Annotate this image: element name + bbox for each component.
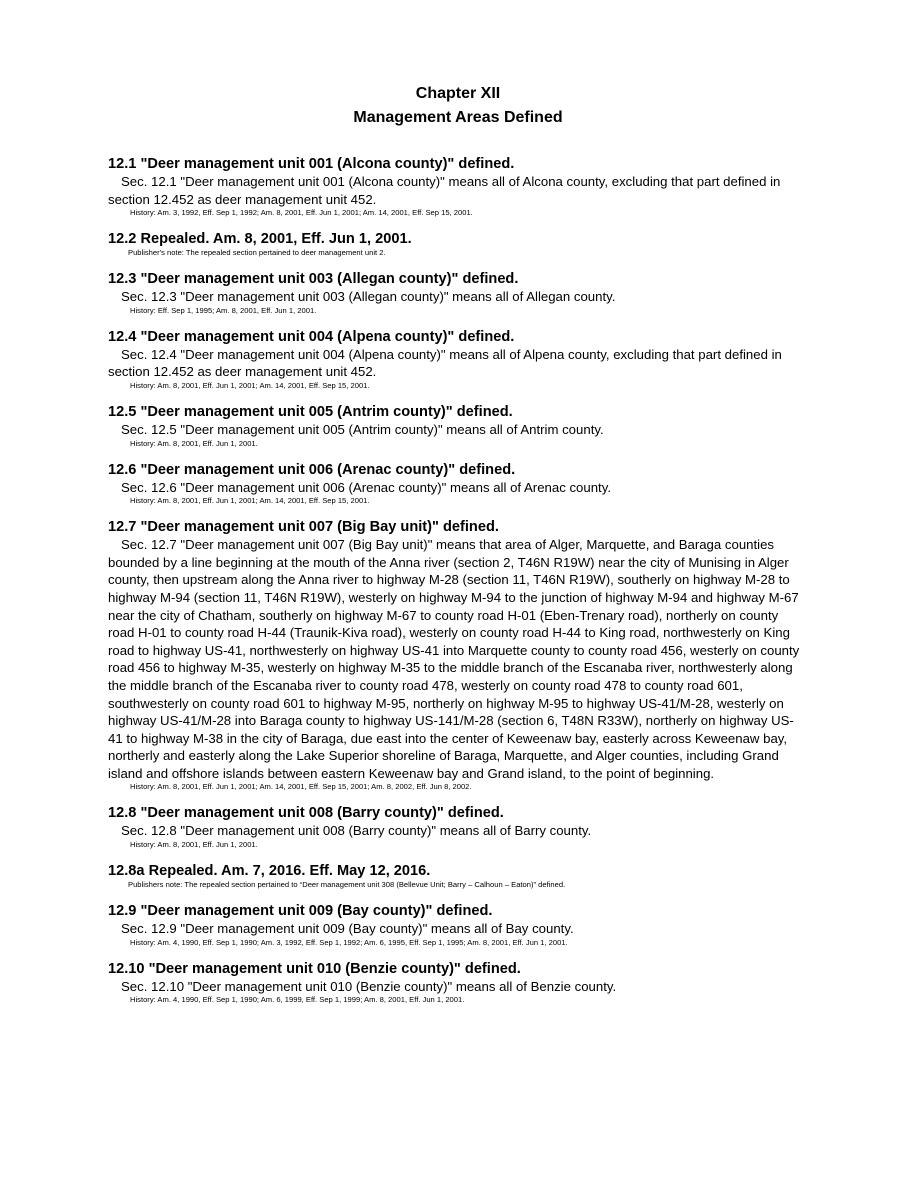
section-body: Sec. 12.7 "Deer management unit 007 (Big Bay unit)" means that area of Alger, Marquette, and Baraga counties bounded by a line beginning at the mouth of the Anna river (section 2, T46N R19W) near the city of Munising in Alger county, then upstream along the Anna river to highway M-28 (section 11, T46N R19W), southerly on highway M-28 to highway M-94 (section 11, T46N R19W), westerly on highway M-94 to the junction of highway M-94 and highway M-67 near the city of Chatham, southerly on highway M-67 to county road H-01 (Eben-Trenary road), northerly on county road H-01 to county road H-44 (Traunik-Kiva road), westerly on county road H-44 to King road, northwesterly on King road to highway US-41, northwesterly on highway US-41 into Marquette county to county road 456, westerly on county road 456 to highway M-35, westerly on highway M-35 to the middle branch of the Escanaba river, northwesterly along the middle branch of the Escanaba river to county road 478, westerly on county road 478 to county road 601, southwesterly on county road 601 to highway M-95, northerly on highway M-95 to highway US-41/M-28, westerly on highway US-41/M-28 into Baraga county to highway US-141/M-28 (section 6, T48N R33W), northerly on highway US-41 to highway M-38 in the city of Baraga, due east into the center of Keweenaw bay, easterly across Keweenaw bay, northerly and easterly along the Lake Superior shoreline of Baraga, Marquette, and Alger counties, including Grand island and offshore islands between eastern Keweenaw bay and Grand island, to the point of beginning.: [108, 537, 800, 781]
section-heading: 12.10 "Deer management unit 010 (Benzie county)" defined.: [108, 960, 521, 977]
section-history: History: Am. 8, 2001, Eff. Jun 1, 2001.: [130, 840, 258, 850]
section-12-4: [108, 329, 808, 391]
section-history: History: Am. 4, 1990, Eff. Sep 1, 1990; Am. 6, 1999, Eff. Sep 1, 1999; Am. 8, 2001, Eff. Jun 1, 2001.: [130, 995, 465, 1005]
section-heading: 12.8 "Deer management unit 008 (Barry county)" defined.: [108, 805, 504, 822]
section-body: Sec. 12.4 "Deer management unit 004 (Alpena county)" means all of Alpena county, excluding that part defined in section 12.452 as deer management unit 452.: [108, 346, 782, 380]
section-heading: 12.6 "Deer management unit 006 (Arenac county)" defined.: [108, 461, 516, 478]
section-heading: 12.3 "Deer management unit 003 (Allegan county)" defined.: [108, 271, 519, 288]
section-12-3: [108, 271, 808, 316]
section-heading: 12.2 Repealed. Am. 8, 2001, Eff. Jun 1, 2001.: [108, 231, 412, 248]
section-history: History: Am. 8, 2001, Eff. Jun 1, 2001.: [130, 438, 258, 448]
section-12-5: [108, 404, 808, 449]
section-body: Sec. 12.1 "Deer management unit 001 (Alcona county)" means all of Alcona county, excluding that part defined in section 12.452 as deer management unit 452.: [108, 174, 781, 207]
section-history: History: Am. 8, 2001, Eff. Jun 1, 2001; Am. 14, 2001, Eff. Sep 15, 2001; Am. 8, 2002, Eff. Jun 8, 2002.: [130, 782, 472, 792]
section-heading: 12.5 "Deer management unit 005 (Antrim county)" defined.: [108, 403, 513, 420]
section-12-8a: [108, 863, 808, 890]
section-heading: 12.9 "Deer management unit 009 (Bay county)" defined.: [108, 903, 493, 920]
section-heading: 12.8a Repealed. Am. 7, 2016. Eff. May 12, 2016.: [108, 863, 431, 880]
section-history: History: Am. 8, 2001, Eff. Jun 1, 2001; Am. 14, 2001, Eff. Sep 15, 2001.: [130, 380, 370, 390]
section-body: Sec. 12.3 "Deer management unit 003 (Allegan county)" means all of Allegan county.: [121, 289, 616, 305]
section-body: Sec. 12.5 "Deer management unit 005 (Antrim county)" means all of Antrim county.: [121, 421, 604, 437]
section-heading: 12.4 "Deer management unit 004 (Alpena county)" defined.: [108, 328, 515, 345]
section-heading: 12.7 "Deer management unit 007 (Big Bay unit)" defined.: [108, 519, 499, 536]
section-body: Sec. 12.6 "Deer management unit 006 (Arenac county)" means all of Arenac county.: [121, 479, 611, 495]
section-history: History: Am. 3, 1992, Eff. Sep 1, 1992; Am. 8, 2001, Eff. Jun 1, 2001; Am. 14, 2001, Eff. Sep 15, 2001.: [130, 208, 473, 218]
section-12-9: [108, 903, 808, 948]
section-12-10: [108, 961, 808, 1006]
publisher-note: Publisher's note: The repealed section pertained to deer management unit 2.: [128, 248, 386, 258]
section-body: Sec. 12.10 "Deer management unit 010 (Benzie county)" means all of Benzie county.: [121, 978, 617, 994]
section-body: Sec. 12.9 "Deer management unit 009 (Bay county)" means all of Bay county.: [121, 921, 574, 937]
section-history: History: Am. 4, 1990, Eff. Sep 1, 1990; Am. 3, 1992, Eff. Sep 1, 1992; Am. 6, 1995, Eff. Sep 1, 1995; Am. 8, 2001, Eff. Jun 1, 2001.: [130, 937, 568, 947]
section-heading: 12.1 "Deer management unit 001 (Alcona county)" defined.: [108, 156, 515, 172]
publisher-note: Publishers note: The repealed section pertained to “Deer management unit 308 (Bellevue Unit; Barry – Calhoun – Eaton)” defined.: [128, 880, 566, 890]
section-body: Sec. 12.8 "Deer management unit 008 (Barry county)" means all of Barry county.: [121, 823, 592, 839]
section-history: History: Am. 8, 2001, Eff. Jun 1, 2001; Am. 14, 2001, Eff. Sep 15, 2001.: [130, 496, 370, 506]
chapter-subtitle: Management Areas Defined: [353, 109, 563, 126]
section-history: History: Eff. Sep 1, 1995; Am. 8, 2001, Eff. Jun 1, 2001.: [130, 305, 317, 315]
chapter-title: Chapter XII: [415, 85, 501, 102]
section-12-6: [108, 462, 808, 507]
section-12-2: [108, 231, 808, 258]
document-page: [108, 82, 808, 1018]
section-12-1: [108, 156, 808, 218]
section-12-8: [108, 805, 808, 850]
section-12-7: [108, 519, 808, 792]
